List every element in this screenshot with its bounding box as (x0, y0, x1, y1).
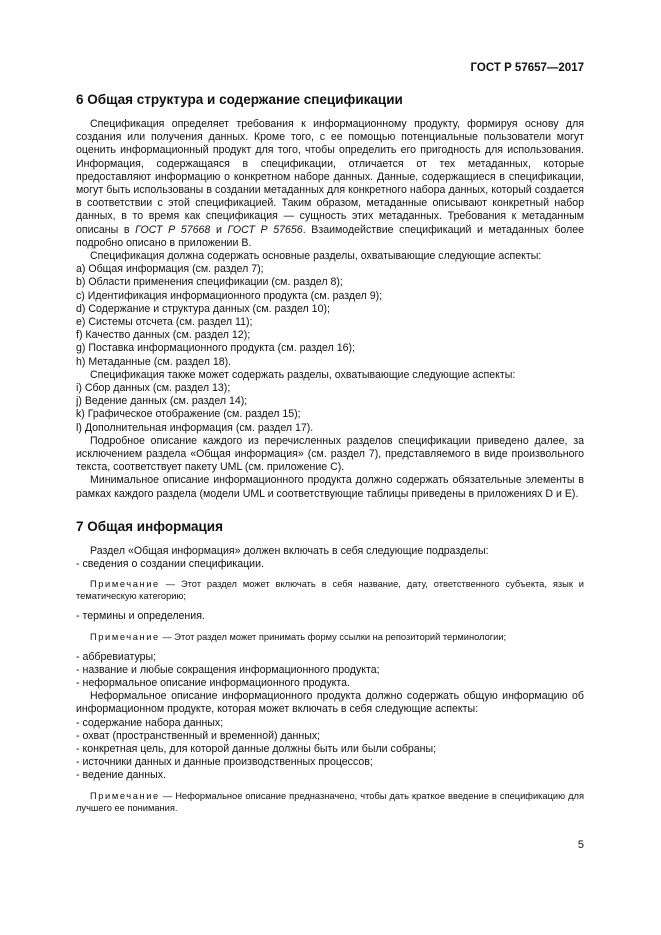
section-7 (76, 519, 584, 814)
list-item: c) Идентификация информационного продукта (см. раздел 9); (76, 289, 383, 302)
note-1: Примечание — Этот раздел может включать в себя название, дату, ответственного субъекта, язык и тематическую категорию; (76, 579, 585, 602)
page-number: 5 (577, 839, 584, 851)
reference-gost-57656: ГОСТ Р 57656 (227, 223, 303, 236)
section-7-paragraph-2: Неформальное описание информационного продукта должно содержать общую информацию об информационном продукте, которая может включать в себя следующие аспекты: (76, 690, 584, 716)
list-item: j) Ведение данных (см. раздел 14); (76, 395, 248, 408)
list-item: - конкретная цель, для которой данные должны быть или были собраны; (76, 742, 437, 755)
list-item: - ведение данных. (76, 769, 166, 782)
section-6-paragraph-2: Спецификация должна содержать основные разделы, охватывающие следующие аспекты: (90, 250, 542, 263)
list-item: b) Области применения спецификации (см. раздел 8); (76, 276, 343, 289)
note-label: Примечание (90, 579, 160, 590)
document-standard-id: ГОСТ Р 57657—2017 (470, 62, 584, 74)
list-item: f) Качество данных (см. раздел 12); (76, 329, 251, 342)
list-item: l) Дополнительная информация (см. раздел 17). (76, 421, 314, 434)
section-7-paragraph-1: Раздел «Общая информация» должен включать в себя следующие подразделы: (90, 544, 489, 557)
list-item: h) Метаданные (см. раздел 18). (76, 355, 232, 368)
main-sections-list (76, 263, 584, 369)
list-item: - охват (пространственный и временной) данных; (76, 729, 321, 742)
list-item: - термины и определения. (76, 610, 205, 623)
list-item: - аббревиатуры; (76, 650, 157, 663)
section-6-paragraph-3: Спецификация также может содержать разделы, охватывающие следующие аспекты: (90, 368, 516, 381)
list-item: - неформальное описание информационного продукта. (76, 676, 350, 689)
list-item: a) Общая информация (см. раздел 7); (76, 263, 264, 276)
page-content (76, 92, 584, 822)
list-item: e) Системы отсчета (см. раздел 11); (76, 316, 253, 329)
section-6-paragraph-1: Спецификация определяет требования к информационному продукту, формируя основу для создания или получения данных. Кроме того, с ее помощью потенциальные пользователи могут оценить информационный продукт для того, чтобы определить его пригодность для использования. Информация, содержащаяся в спецификации, отличается от тех метаданных, которые предоставляют информацию о конкретном наборе данных. Данные, содержащиеся в спецификации, могут быть использованы в создании метаданных для конкретного набора данных, который создается в соответствии с этой спецификацией. Таким образом, метаданные описывают конкретный набор данных, в то время как спецификация — сущность этих метаданных. Требования к метаданным описаны в ГОСТ Р 57668 и ГОСТ Р 57656. Взаимодействие спецификаций и метаданных более подробно описано в приложении В. (76, 118, 585, 249)
list-item: - название и любые сокращения информационного продукта; (76, 663, 380, 676)
note-label: Примечание (90, 790, 160, 801)
note-3: Примечание — Неформальное описание предназначено, чтобы дать краткое введение в спецификацию для лучшего ее понимания. (76, 790, 584, 813)
note-label: Примечание (90, 631, 160, 642)
section-6-paragraph-4: Подробное описание каждого из перечисленных разделов спецификации приведено далее, за исключением раздела «Общая информация» (см. раздел 7), представляемого в виде произвольного текста, соответствует пакету UML (см. приложение С). (76, 434, 584, 474)
optional-sections-list (76, 382, 584, 435)
list-item: - содержание набора данных; (76, 716, 224, 729)
section-7-heading: 7 Общая информация (76, 518, 223, 534)
section-6-paragraph-5: Минимальное описание информационного продукта должно содержать обязательные элементы в рамках каждого раздела (модели UML и соответствующие таблицы приведены в приложениях D и E). (76, 474, 584, 500)
list-item: i) Сбор данных (см. раздел 13); (76, 382, 231, 395)
list-item: - сведения о создании спецификации. (76, 558, 264, 571)
note-2: Примечание — Этот раздел может принимать форму ссылки на репозиторий терминологии; (90, 631, 507, 642)
list-item: g) Поставка информационного продукта (см. раздел 16); (76, 342, 355, 355)
section-6-heading: 6 Общая структура и содержание спецификации (76, 92, 403, 107)
list-item: - источники данных и данные производственных процессов; (76, 756, 373, 769)
list-item: d) Содержание и структура данных (см. раздел 10); (76, 302, 330, 315)
list-item: k) Графическое отображение (см. раздел 15); (76, 408, 301, 421)
reference-gost-57668: ГОСТ Р 57668 (135, 223, 211, 236)
